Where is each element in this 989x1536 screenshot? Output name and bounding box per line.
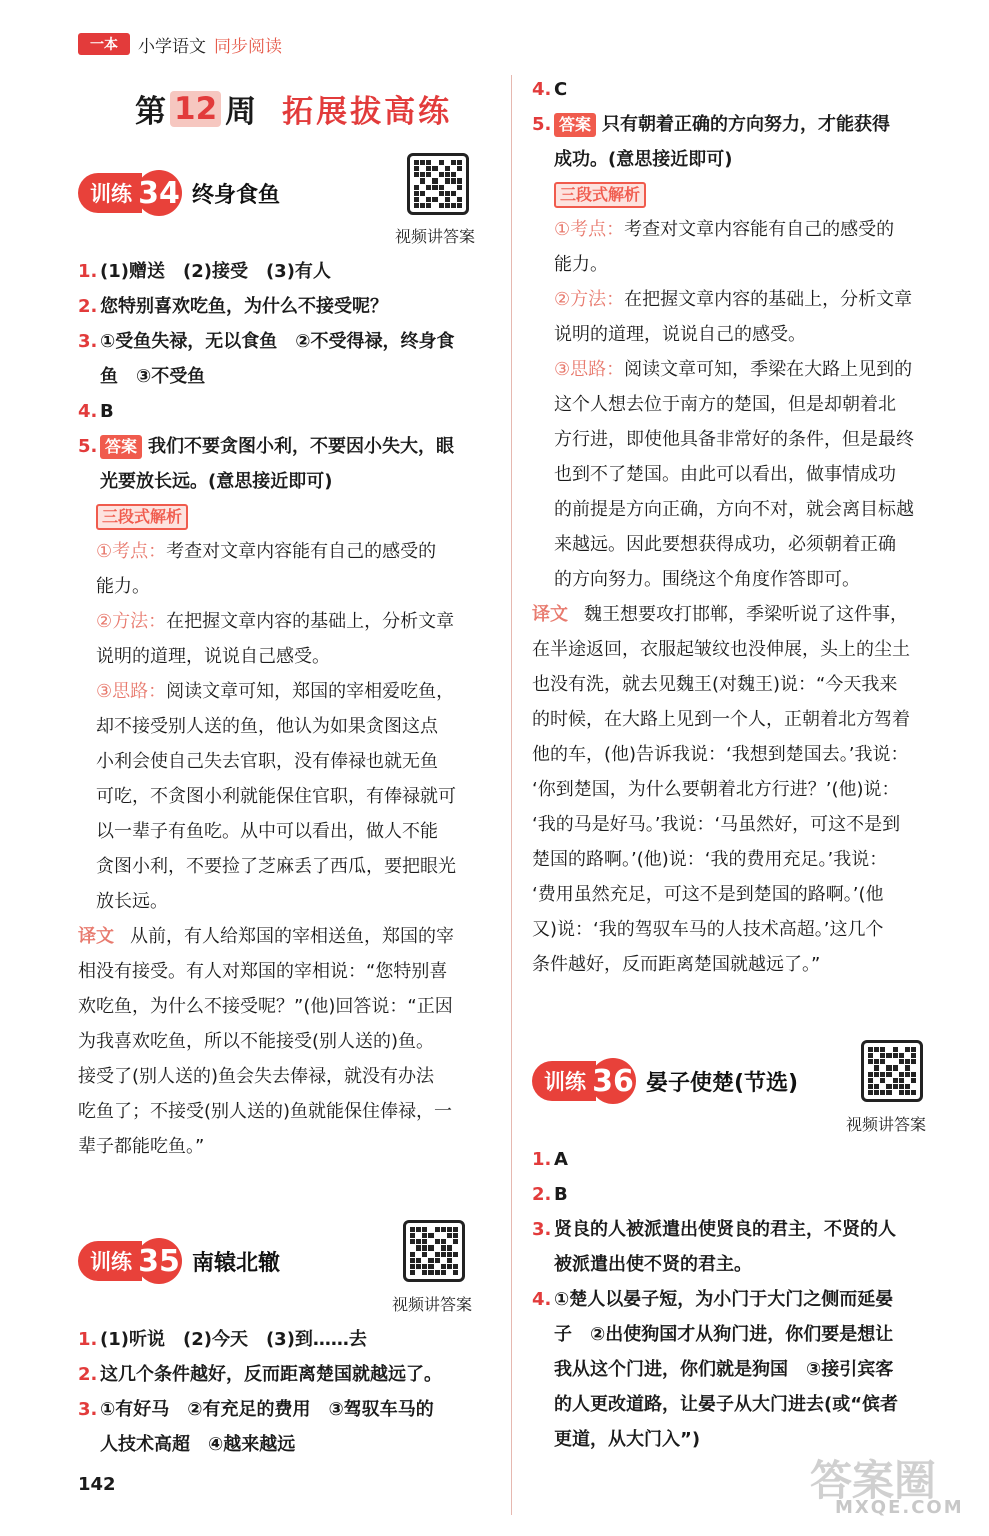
translation-line: 的时候，在大路上见到一个人，正朝着北方驾着 — [532, 709, 910, 730]
analysis-line: ②方法：在把握文章内容的基础上，分析文章 — [554, 289, 913, 310]
translation-label: 译文 — [78, 926, 114, 947]
answer-tag: 答案 — [100, 435, 142, 459]
translation-line: ‘费用虽然充足，可这不是到楚国的路啊。’(他 — [532, 884, 884, 905]
training-number: 36 — [590, 1058, 636, 1104]
training-label: 训练 — [78, 173, 142, 213]
analysis-heading: 三段式解析 — [78, 499, 498, 534]
training-number: 35 — [136, 1238, 182, 1284]
answer-line: 被派遣出使不贤的君主。 — [554, 1254, 752, 1275]
training-title: 终身食鱼 — [192, 182, 281, 208]
analysis-line: 说明的道理，说说自己感受。 — [96, 646, 330, 667]
training-label: 训练 — [532, 1061, 596, 1101]
qr-caption: 视频讲答案 — [395, 227, 476, 246]
analysis-line: 来越远。因此要想获得成功，必须朝着正确 — [554, 534, 896, 555]
analysis-line: 能力。 — [96, 576, 150, 597]
answer-line: 我从这个门进，你们就是狗国 ③接引宾客 — [554, 1359, 894, 1380]
translation-line: 相没有接受。有人对郑国的宰相说：“您特别喜 — [78, 961, 448, 982]
qr-code-icon[interactable] — [403, 1220, 465, 1282]
page-header — [78, 30, 282, 58]
answer-line: 4. C — [532, 79, 568, 100]
analysis-line: 可吃，不贪图小利就能保住官职，有俸禄就可 — [96, 786, 456, 807]
translation-line: 为我喜欢吃鱼，所以不能接受(别人送的)鱼。 — [78, 1031, 435, 1052]
header-series: 同步阅读 — [214, 36, 282, 57]
answer-line: 的人更改道路，让晏子从大门进去(或“傧者 — [554, 1394, 899, 1415]
translation-line: 接受了(别人送的)鱼会失去俸禄，就没有办法 — [78, 1066, 435, 1087]
answer-line: 4. B — [78, 401, 114, 422]
watermark-logo: 答案圈 — [810, 1456, 937, 1505]
training-label: 训练 — [78, 1241, 142, 1281]
answer-line: 2. B — [532, 1184, 568, 1205]
analysis-line: 的方向努力。围绕这个角度作答即可。 — [554, 569, 860, 590]
week-suffix: 周 — [225, 94, 257, 130]
answer-line: 子 ②出使狗国才从狗门进，你们要是想让 — [554, 1324, 894, 1345]
watermark-url: MXQE.COM — [835, 1497, 964, 1518]
training-34-body — [78, 254, 498, 1164]
translation-line: 他的车，(他)告诉我说：‘我想到楚国去。’我说： — [532, 744, 909, 765]
analysis-heading: 三段式解析 — [532, 177, 962, 212]
analysis-line: 能力。 — [554, 254, 608, 275]
training-title: 南辕北辙 — [192, 1250, 281, 1276]
analysis-line: 小利会使自己失去官职，没有俸禄也就无鱼 — [96, 751, 438, 772]
qr-code-icon[interactable] — [861, 1040, 923, 1102]
analysis-line: 以一辈子有鱼吃。从中可以看出，做人不能 — [96, 821, 438, 842]
answer-line: 5. 答案 我们不要贪图小利，不要因小失大，眼 — [78, 436, 455, 457]
week-title — [135, 86, 452, 131]
translation-line: ‘你到楚国，为什么要朝着北方行进？’(他)说： — [532, 779, 900, 800]
qr-caption: 视频讲答案 — [846, 1115, 927, 1134]
translation-label: 译文 — [532, 604, 568, 625]
answer-line: 2. 您特别喜欢吃鱼，为什么不接受呢？ — [78, 296, 388, 317]
analysis-line: 贪图小利，不要捡了芝麻丢了西瓜，要把眼光 — [96, 856, 456, 877]
answer-line: 4. ①楚人以晏子短，为小门于大门之侧而延晏 — [532, 1289, 894, 1310]
translation-line: 欢吃鱼，为什么不接受呢？”(他)回答说：“正因 — [78, 996, 453, 1017]
analysis-line: 说明的道理，说说自己的感受。 — [554, 324, 806, 345]
training-34-heading — [78, 170, 280, 216]
analysis-line: 方行进，即使他具备非常好的条件，但是最终 — [554, 429, 914, 450]
answer-line: 5. 答案 只有朝着正确的方向努力，才能获得 — [532, 114, 891, 135]
training-35-heading — [78, 1238, 280, 1284]
translation-line: 也没有洗，就去见魏王(对魏王)说：“今天我来 — [532, 674, 898, 695]
analysis-line: 放长远。 — [96, 891, 168, 912]
week-theme: 拓展拔高练 — [282, 94, 453, 130]
analysis-line: ③思路：阅读文章可知，郑国的宰相爱吃鱼， — [96, 681, 455, 702]
answer-line: 成功。(意思接近即可) — [554, 149, 733, 170]
analysis-line: ①考点：考查对文章内容能有自己的感受的 — [554, 219, 895, 240]
translation-line: 条件越好，反而距离楚国就越远了。” — [532, 954, 821, 975]
analysis-line: ②方法：在把握文章内容的基础上，分析文章 — [96, 611, 455, 632]
training-36-heading — [532, 1058, 798, 1104]
answer-line: 3. ①受鱼失禄，无以食鱼 ②不受得禄，终身食 — [78, 331, 455, 352]
answer-line: 人技术高超 ④越来越远 — [100, 1434, 296, 1455]
translation-line: 辈子都能吃鱼。” — [78, 1136, 205, 1157]
training-35-continued — [532, 72, 962, 982]
analysis-line: 也到不了楚国。由此可以看出，做事情成功 — [554, 464, 896, 485]
page-number: 142 — [78, 1474, 116, 1495]
training-36-body — [532, 1142, 962, 1457]
answer-line: 1. (1)赠送 (2)接受 (3)有人 — [78, 261, 331, 282]
translation-line: 在半途返回，衣服起皱纹也没伸展，头上的尘土 — [532, 639, 910, 660]
translation-line: 又)说：‘我的驾驭车马的人技术高超。’这几个 — [532, 919, 884, 940]
brand-logo: 一本 — [78, 33, 130, 55]
analysis-line: 这个人想去位于南方的楚国，但是却朝着北 — [554, 394, 896, 415]
answer-line: 1. A — [532, 1149, 568, 1170]
translation-line: ‘我的马是好马。’我说：‘马虽然好，可这不是到 — [532, 814, 901, 835]
translation-line: 楚国的路啊。’(他)说：‘我的费用充足。’我说： — [532, 849, 888, 870]
translation-line: 译文 魏王想要攻打邯郸，季梁听说了这件事， — [532, 604, 908, 625]
training-number: 34 — [136, 170, 182, 216]
qr-caption: 视频讲答案 — [392, 1295, 473, 1314]
translation-line: 译文 从前，有人给郑国的宰相送鱼，郑国的宰 — [78, 926, 454, 947]
answer-line: 3. 贤良的人被派遣出使贤良的君主，不贤的人 — [532, 1219, 896, 1240]
week-prefix: 第 — [135, 94, 166, 130]
answer-tag: 答案 — [554, 113, 596, 137]
qr-code-icon[interactable] — [407, 153, 469, 215]
training-title: 晏子使楚(节选) — [646, 1070, 799, 1096]
analysis-line: 的前提是方向正确，方向不对，就会离目标越 — [554, 499, 914, 520]
header-subject: 小学语文 — [138, 36, 206, 57]
answer-line: 2. 这几个条件越好，反而距离楚国就越远了。 — [78, 1364, 442, 1385]
week-number: 12 — [170, 91, 221, 127]
analysis-line: ①考点：考查对文章内容能有自己的感受的 — [96, 541, 437, 562]
answer-line: 3. ①有好马 ②有充足的费用 ③驾驭车马的 — [78, 1399, 434, 1420]
analysis-line: 却不接受别人送的鱼，他认为如果贪图这点 — [96, 716, 438, 737]
training-35-body — [78, 1322, 498, 1462]
column-divider — [511, 75, 512, 1515]
answer-line: 更道，从大门入”) — [554, 1429, 701, 1450]
answer-line: 光要放长远。(意思接近即可) — [100, 471, 333, 492]
answer-line: 鱼 ③不受鱼 — [100, 366, 206, 387]
answer-line: 1. (1)听说 (2)今天 (3)到……去 — [78, 1329, 367, 1350]
analysis-line: ③思路：阅读文章可知，季梁在大路上见到的 — [554, 359, 913, 380]
translation-line: 吃鱼了；不接受(别人送的)鱼就能保住俸禄，一 — [78, 1101, 453, 1122]
